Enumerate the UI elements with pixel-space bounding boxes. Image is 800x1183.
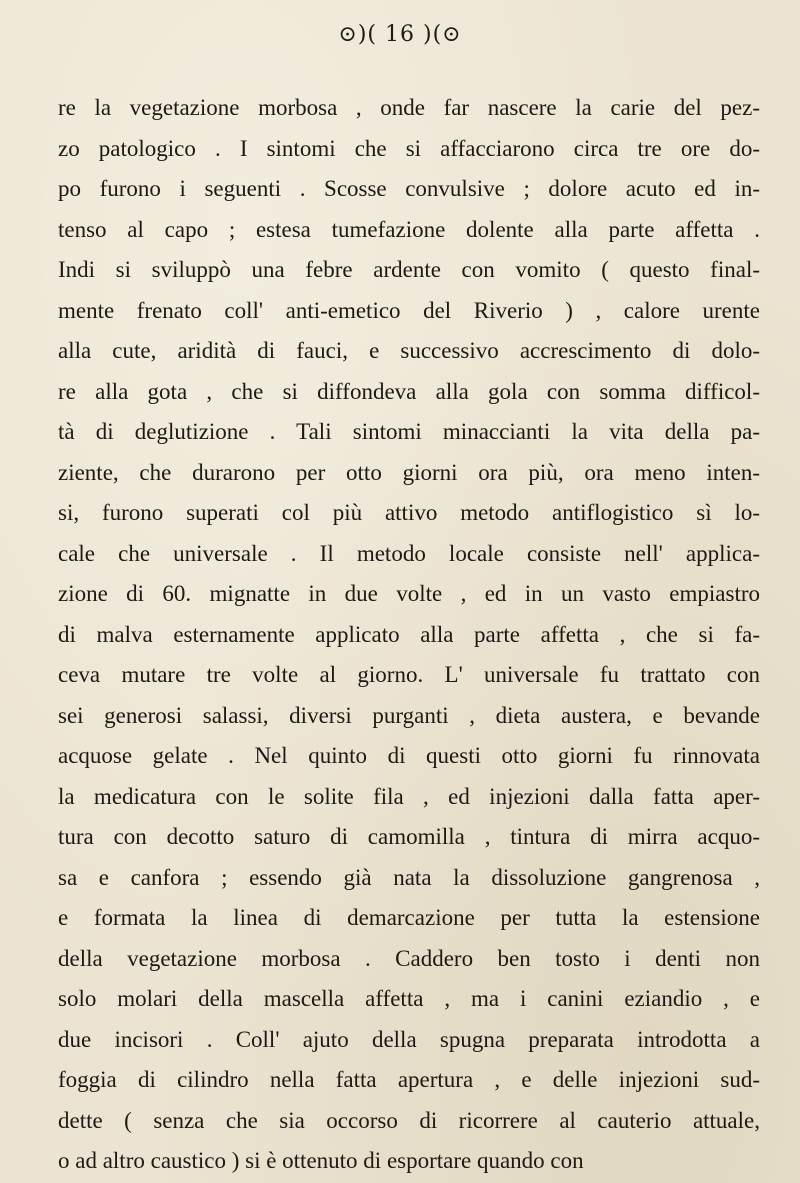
text-line: zione di 60. mignatte in due volte , ed in un vasto empiastro xyxy=(58,581,760,606)
text-line: zo patologico . I sintomi che si affacciarono circa tre ore do- xyxy=(58,135,760,161)
text-line: due incisori . Coll' ajuto della spugna preparata introdotta a xyxy=(58,1026,760,1052)
text-line: della vegetazione morbosa . Caddero ben tosto i denti non xyxy=(58,945,760,971)
text-line: si, furono superati col più attivo metodo antiflogistico sì lo- xyxy=(58,500,760,525)
text-line: po furono i seguenti . Scosse convulsive ; dolore acuto ed in- xyxy=(58,176,760,201)
text-line: dette ( senza che sia occorso di ricorrere al cauterio attuale, xyxy=(58,1107,760,1133)
text-line: foggia di cilindro nella fatta apertura , e delle injezioni sud- xyxy=(58,1067,760,1092)
text-line: di malva esternamente applicato alla parte affetta , che si fa- xyxy=(58,621,760,647)
text-line: tenso al capo ; estesa tumefazione dolente alla parte affetta . xyxy=(58,216,760,242)
text-line: e formata la linea di demarcazione per tutta la estensione xyxy=(58,905,760,930)
text-line: cale che universale . Il metodo locale consiste nell' applica- xyxy=(58,540,760,566)
text-line: Indi si sviluppò una febre ardente con vomito ( questo final- xyxy=(58,257,760,282)
text-line: mente frenato coll' anti-emetico del Riverio ) , calore urente xyxy=(58,297,760,323)
text-line: solo molari della mascella affetta , ma i canini eziandio , e xyxy=(58,986,760,1011)
text-line: sei generosi salassi, diversi purganti , dieta austera, e bevande xyxy=(58,702,760,728)
text-line: tura con decotto saturo di camomilla , tintura di mirra acquo- xyxy=(58,824,760,849)
page-number: ⊙)( 16 )(⊙ xyxy=(338,22,462,47)
text-line: re la vegetazione morbosa , onde far nascere la carie del pez- xyxy=(58,95,760,120)
text-line: ceva mutare tre volte al giorno. L' universale fu trattato con xyxy=(58,662,760,687)
text-line: tà di deglutizione . Tali sintomi minaccianti la vita della pa- xyxy=(58,419,760,444)
text-line: re alla gota , che si diffondeva alla gola con somma difficol- xyxy=(58,378,760,404)
text-line: acquose gelate . Nel quinto di questi otto giorni fu rinnovata xyxy=(58,743,760,768)
text-line: sa e canfora ; essendo già nata la dissoluzione gangrenosa , xyxy=(58,864,760,890)
text-line: alla cute, aridità di fauci, e successivo accrescimento di dolo- xyxy=(58,338,760,363)
text-line: la medicatura con le solite fila , ed injezioni dalla fatta aper- xyxy=(58,783,760,809)
body-text xyxy=(58,88,760,1182)
text-line: o ad altro caustico ) si è ottenuto di esportare quando con xyxy=(58,1148,584,1173)
text-line: ziente, che durarono per otto giorni ora più, ora meno inten- xyxy=(58,459,760,485)
